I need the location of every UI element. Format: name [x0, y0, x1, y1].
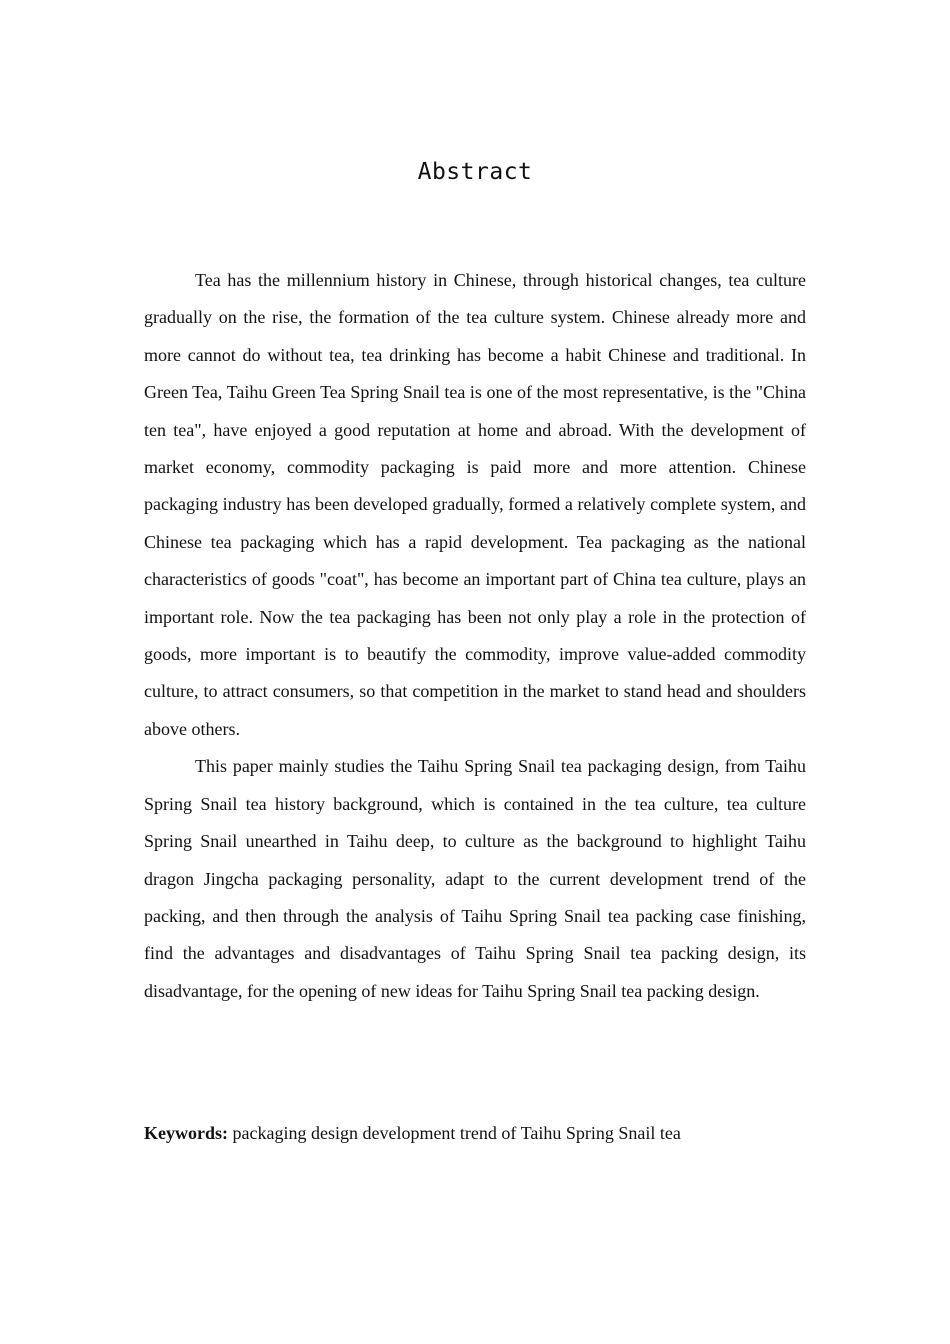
abstract-paragraph-1: Tea has the millennium history in Chinese, through historical changes, tea culture gradually on the rise, the formation of the tea culture system. Chinese already more and more cannot do without tea, tea drinking has become a habit Chinese and traditional. In Green Tea, Taihu Green Tea Spring Snail tea is one of the most representative, is the "China ten tea", have enjoyed a good reputation at home and abroad. With the development of market economy, commodity packaging is paid more and more attention. Chinese packaging industry has been developed gradually, formed a relatively complete system, and Chinese tea packaging which has a rapid development. Tea packaging as the national characteristics of goods "coat", has become an important part of China tea culture, plays an important role. Now the tea packaging has been not only play a role in the protection of goods, more important is to beautify the commodity, improve value-added commodity culture, to attract consumers, so that competition in the market to stand head and shoulders above others. [144, 270, 806, 739]
abstract-body [144, 262, 806, 1010]
abstract-paragraph-2: This paper mainly studies the Taihu Spring Snail tea packaging design, from Taihu Spring Snail tea history background, which is contained in the tea culture, tea culture Spring Snail unearthed in Taihu deep, to culture as the background to highlight Taihu dragon Jingcha packaging personality, adapt to the current development trend of the packing, and then through the analysis of Taihu Spring Snail tea packing case finishing, find the advantages and disadvantages of Taihu Spring Snail tea packing design, its disadvantage, for the opening of new ideas for Taihu Spring Snail tea packing design. [144, 756, 806, 1001]
page-title: Abstract [417, 159, 533, 185]
keywords-label: Keywords: [144, 1123, 228, 1143]
keywords-text: packaging design development trend of Taihu Spring Snail tea [228, 1123, 681, 1143]
keywords-line [144, 1117, 806, 1149]
